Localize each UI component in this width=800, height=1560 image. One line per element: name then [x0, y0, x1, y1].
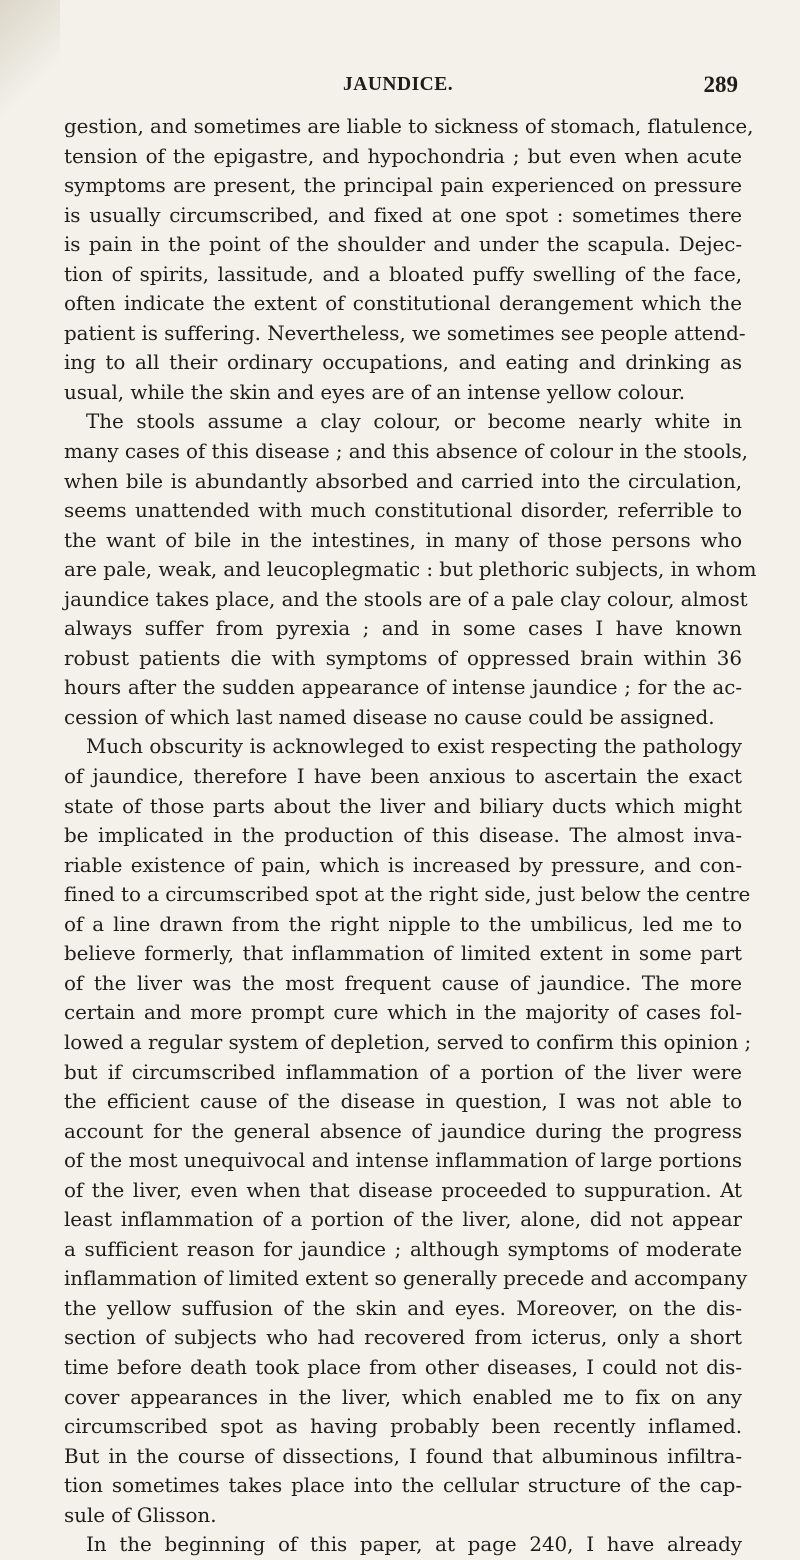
text-line: be implicated in the production of this disease. The almost inva- [64, 824, 742, 848]
text-line: a sufficient reason for jaundice ; although symptoms of moderate [64, 1237, 742, 1261]
text-line: of the liver was the most frequent cause of jaundice. The more [64, 971, 742, 995]
running-head-title: JAUNDICE. [343, 74, 454, 95]
text-line: when bile is abundantly absorbed and carried into the circulation, [64, 469, 742, 493]
page-number: 289 [703, 72, 738, 97]
text-line: is pain in the point of the shoulder and under the scapula. Dejec- [64, 233, 742, 257]
text-line: But in the course of dissections, I found that albuminous infiltra- [64, 1444, 742, 1468]
text-line: account for the general absence of jaundice during the progress [64, 1119, 742, 1143]
text-line: cover appearances in the liver, which enabled me to fix on any [64, 1385, 742, 1409]
text-line: section of subjects who had recovered from icterus, only a short [64, 1326, 742, 1350]
text-line: the yellow suffusion of the skin and eyes. Moreover, on the dis- [64, 1296, 742, 1320]
text-line: of the liver, even when that disease proceeded to suppuration. At [64, 1178, 742, 1202]
body-text [64, 112, 757, 1560]
text-line: the efficient cause of the disease in question, I was not able to [64, 1090, 742, 1114]
text-line: certain and more prompt cure which in the majority of cases fol- [64, 1001, 742, 1025]
text-line: believe formerly, that inflammation of limited extent in some part [64, 942, 742, 966]
text-line: circumscribed spot as having probably been recently inflamed. [64, 1415, 742, 1439]
text-line: tion of spirits, lassitude, and a bloated puffy swelling of the face, [64, 262, 742, 286]
text-line: riable existence of pain, which is increased by pressure, and con- [64, 853, 742, 877]
text-line: is usually circumscribed, and fixed at one spot : sometimes there [64, 203, 742, 227]
text-line: seems unattended with much constitutional disorder, referrible to [64, 499, 742, 523]
text-line: In the beginning of this paper, at page 240, I have already [86, 1533, 742, 1557]
text-line: the want of bile in the intestines, in many of those persons who [64, 528, 742, 552]
text-line: hours after the sudden appearance of intense jaundice ; for the ac- [64, 676, 742, 700]
text-line: of a line drawn from the right nipple to the umbilicus, led me to [64, 912, 742, 936]
text-line: of jaundice, therefore I have been anxious to ascertain the exact [64, 765, 742, 789]
text-line: least inflammation of a portion of the liver, alone, did not appear [64, 1208, 742, 1232]
text-line: time before death took place from other diseases, I could not dis- [64, 1355, 742, 1379]
text-line: jaundice takes place, and the stools are of a pale clay colour, almost [64, 587, 748, 611]
text-line: of the most unequivocal and intense inflammation of large portions [64, 1149, 742, 1173]
text-line: Much obscurity is acknowleged to exist respecting the pathology [86, 735, 742, 759]
page-edge-shadow [0, 0, 60, 130]
text-line: inflammation of limited extent so generally precede and accompany [64, 1267, 748, 1291]
text-line: state of those parts about the liver and biliary ducts which might [64, 794, 742, 818]
text-line: cession of which last named disease no cause could be assigned. [64, 705, 715, 729]
text-line: are pale, weak, and leucoplegmatic : but plethoric subjects, in whom [64, 558, 757, 582]
text-line: robust patients die with symptoms of oppressed brain within 36 [64, 646, 742, 670]
text-line: patient is suffering. Nevertheless, we sometimes see people attend- [64, 321, 746, 345]
text-line: gestion, and sometimes are liable to sickness of stomach, flatulence, [64, 115, 754, 138]
text-line: but if circumscribed inflammation of a portion of the liver were [64, 1060, 742, 1084]
text-line: many cases of this disease ; and this absence of colour in the stools, [64, 440, 748, 464]
text-line: ing to all their ordinary occupations, and eating and drinking as [64, 351, 742, 375]
text-line: always suffer from pyrexia ; and in some cases I have known [64, 617, 742, 641]
text-line: The stools assume a clay colour, or become nearly white in [86, 410, 742, 434]
text-line: often indicate the extent of constitutional derangement which the [64, 292, 742, 316]
text-line: sule of Glisson. [64, 1503, 217, 1527]
running-head [343, 72, 738, 102]
text-line: lowed a regular system of depletion, served to confirm this opinion ; [64, 1030, 752, 1054]
text-line: symptoms are present, the principal pain experienced on pressure [64, 174, 742, 198]
text-line: fined to a circumscribed spot at the right side, just below the centre [64, 883, 751, 907]
text-line: tension of the epigastre, and hypochondria ; but even when acute [64, 144, 742, 168]
text-line: tion sometimes takes place into the cellular structure of the cap- [64, 1474, 742, 1498]
text-line: usual, while the skin and eyes are of an intense yellow colour. [64, 380, 686, 404]
